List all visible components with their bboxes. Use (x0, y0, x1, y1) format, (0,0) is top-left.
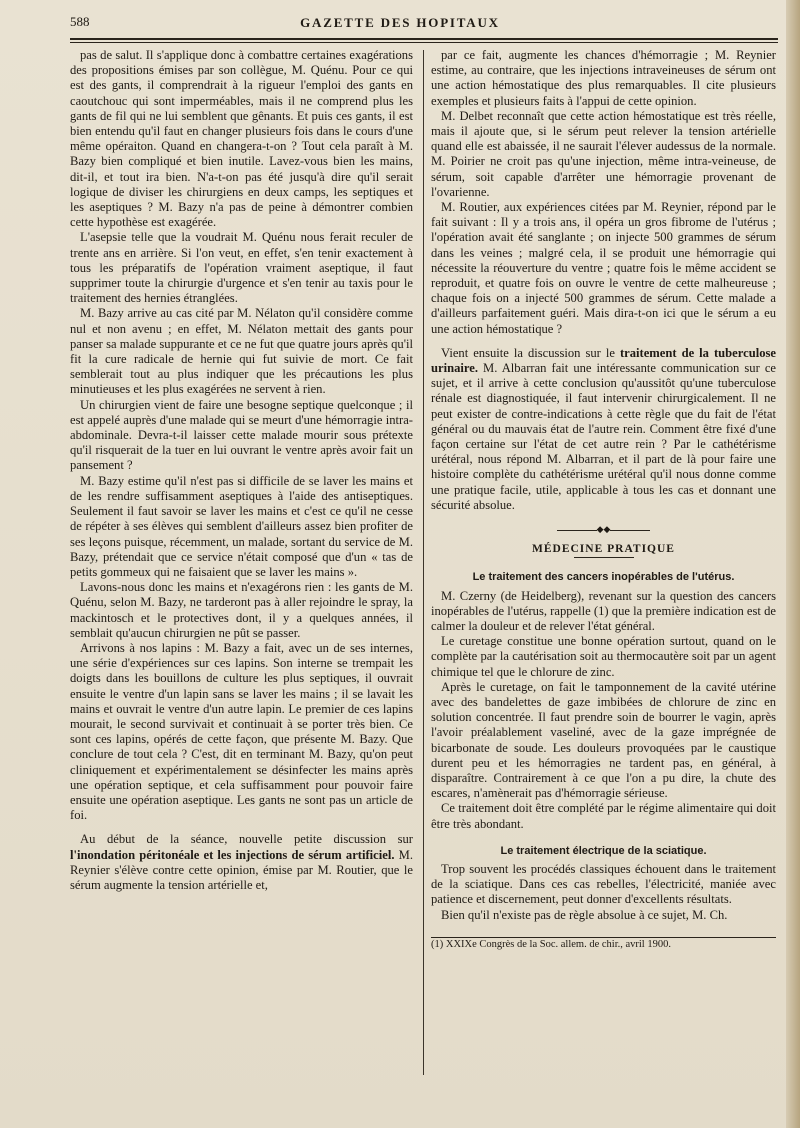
paragraph-text-continued: M. Albarran fait une intéressante communication sur ce sujet, et il arrive à cette conclusion qu'aussitôt qu'une tuberculose rénale est diagnostiquée, il faut intervenir chirurgicalement. Il ne peut exister de contre-indications à cette règle que du fait de l'état général ou du mauvais état de l'autre rein. Comment être fixé d'une façon certaine sur l'état de cet autre rein ? Par le cathétérisme urétéral, nous répond M. Albarran, et il part de là pour faire une histoire complète du cathétérisme urétéral qu'il nous donne comme une pratique facile, utile, applicable à tous les cas et donnant une sécurité absolue. (431, 361, 776, 512)
paragraph (431, 862, 776, 908)
paragraph-text-continued: M. Reynier s'élève contre cette opinion, émise par M. Routier, que le sérum augmente la tension artérielle et, (70, 847, 413, 892)
paragraph (70, 398, 413, 474)
paragraph (431, 908, 776, 923)
paragraph (70, 832, 413, 893)
paragraph (431, 346, 776, 513)
paragraph-text: Bien qu'il n'existe pas de règle absolue à ce sujet, M. Ch. (441, 907, 728, 922)
paragraph-text: Vient ensuite la discussion sur le (441, 345, 620, 360)
paragraph-text: Le curetage constitue une bonne opération surtout, quand on le complète par la cautérisation soit au thermocautère soit par un agent chimique tel que le chlorure de zinc. (431, 634, 776, 679)
paragraph-text: L'asepsie telle que la voudrait M. Quénu nous ferait reculer de trente ans en arrière. Si l'on veut, en effet, s'en tenir exactement à tous les préparatifs de l'opération vraiment aseptique, il faut supprimer toute la chirurgie d'urgence et s'en tenir au taxis pour le traitement des hernies étranglées. (70, 230, 413, 306)
paragraph (431, 634, 776, 680)
article-heading: Le traitement des cancers inopérables de l'utérus. (472, 571, 735, 584)
paragraph (70, 306, 413, 397)
paragraph-text: M. Bazy arrive au cas cité par M. Nélaton qu'il considère comme nul et non avenu ; en effet, M. Nélaton mettait des gants pour panser sa malade suppurante et ce ne fut que quatre jours après qu'il fit la cure radicale de hernie qui fut suivie de mort. Ce fait semblerait tout au plus indiquer que les précautions les plus minutieuses et les plus exagérées ne servent à rien. (70, 306, 413, 397)
paragraph (70, 641, 413, 823)
paragraph-text: M. Delbet reconnaît que cette action hémostatique est très réelle, mais il ajoute que, si le sérum peut relever la tension artérielle quand elle est abaissée, il ne saurait l'élever audessus de la normale. M. Poirier ne croit pas qu'une injection, même intra-veineuse, de sérum, soit capable d'arrêter une hémorragie provenant de l'ovarienne. (431, 108, 776, 199)
paragraph-text: pas de salut. Il s'applique donc à combattre certaines exagérations des propositions émises par son collègue, M. Quénu. Pour ce qui est des gants, il comprendrait à la rigueur l'emploi des gants en caoutchouc qui sont imperméables, mais il ne comprend plus les gants de fil qui ne lui semblent que gênants. Et puis ces gants, il est bien entendu qu'il faut en changer plusieurs fois dans le cours d'une même opéraiton. Quand en changera-t-on ? Tout cela paraît à M. Bazy bien compliqué et bien inutile. Lavez-vous bien les mains, dit-il, et tout ira bien. N'a-t-on pas été jusqu'à dire qu'il serait logique de diviser les chirurgiens en deux camps, les septiques et les aseptiques ? M. Bazy n'a pas de peine à démontrer combien cette hypothèse est exagérée. (70, 48, 413, 230)
bold-topic: traitement de la tuberculose urinaire. (431, 345, 776, 376)
paragraph (431, 801, 776, 831)
right-column-continuation (431, 48, 776, 513)
paragraph (70, 48, 413, 230)
section-ornament: ◆◆ (431, 525, 776, 534)
paragraph (70, 474, 413, 580)
section-rule (574, 557, 634, 558)
paragraph-text: Au début de la séance, nouvelle petite discussion sur (80, 832, 413, 847)
article-body (431, 589, 776, 832)
paragraph-text: Trop souvent les procédés classiques échouent dans le traitement de la sciatique. Dans ces cas rebelles, l'électricité, maniée avec patience et discernement, peut donner d'excellents résultats. (431, 861, 776, 907)
article-heading: Le traitement électrique de la sciatique. (500, 844, 707, 857)
running-title: GAZETTE DES HOPITAUX (300, 15, 500, 30)
bold-topic: l'inondation péritonéale et les injections de sérum artificiel. (70, 847, 395, 862)
footnote: (1) XXIXe Congrès de la Soc. allem. de chir., avril 1900. (431, 938, 671, 950)
header-rule-thin (70, 42, 778, 43)
paragraph-text: par ce fait, augmente les chances d'hémorragie ; M. Reynier estime, au contraire, que les injections intraveineuses de sérum ont une action hémostatique des plus remarquables. Il cite plusieurs exemples et plusieurs faits à l'appui de cette opinion. (431, 48, 776, 108)
paragraph (431, 589, 776, 635)
paragraph-text: Après le curetage, on fait le tamponnement de la cavité utérine avec des bandelettes de gaze imbibées de chlorure de zinc en solution concentrée. Il faut prendre soin de bourrer le vagin, après l'avoir préalablement vaseliné, avec de la gaze imprégnée de bicarbonate de soude. Les douleurs provoquées par le caustique durent peu et les hémorragies ne tardent pas, en général, à disparaître. Contrairement à ce que l'on a pu dire, la chute des escares, n'amènerait pas d'hémorragie sérieuse. (431, 679, 776, 801)
paragraph (431, 48, 776, 109)
left-column (70, 48, 413, 893)
paragraph (431, 109, 776, 200)
page-edge (786, 0, 800, 1128)
paragraph (431, 680, 776, 802)
column-divider (423, 50, 424, 1075)
paragraph-text: Ce traitement doit être complété par le régime alimentaire qui doit être très abondant. (431, 801, 776, 831)
paragraph-text: Lavons-nous donc les mains et n'exagérons rien : les gants de M. Quénu, selon M. Bazy, ne tarderont pas à aller rejoindre le spray, la mackintosch et le protectives dont, il y a quelques années, il semblait qu'aucun chirurgien ne pût se passer. (70, 580, 413, 640)
header-rule (70, 38, 778, 40)
right-column (431, 48, 776, 951)
paragraph (431, 200, 776, 337)
paragraph (70, 580, 413, 641)
paragraph-text: M. Czerny (de Heidelberg), revenant sur la question des cancers inopérables de l'utérus, rappelle (1) que la première indication est de calmer la douleur et de relever l'état général. (431, 588, 776, 633)
paragraph-text: M. Bazy estime qu'il n'est pas si difficile de se laver les mains et de les rendre suffisamment aseptiques à l'aide des antiseptiques. Seulement il faut savoir se laver les mains et c'est ce qu'il ne cesse de répéter à ses élèves qui semblent d'ailleurs assez bien profiter de ses leçons puisque, récemment, un malade, sortant du service de M. Bazy, prétendait que ce service n'était composé que d'un « tas de petits gommeux qui ne faisaient que se laver les mains ». (70, 473, 413, 579)
paragraph-text: M. Routier, aux expériences citées par M. Reynier, répond par le fait suivant : Il y a trois ans, il opéra un gros fibrome de l'utérus ; l'opération avait été sanglante ; on injecte 500 grammes de sérum dans les veines ; malgré cela, il se produit une hémorragie qui nécessite la réouverture du ventre ; quatre fois le même accident se reproduit, et quatre fois on ouvre le ventre de cette malheureuse ; chaque fois on a injecté 500 grammes de sérum. Cette malade a d'ailleurs parfaitement guéri. Mais dira-t-on ici que le sérum a eu une action hémostatique ? (431, 200, 776, 336)
page-number: 588 (70, 14, 90, 29)
paragraph (70, 230, 413, 306)
paragraph-text: Un chirurgien vient de faire une besogne septique quelconque ; il est appelé auprès d'une malade qui se meurt d'une hémorragie intra-abdominale. Devra-t-il laisser cette malade mourir sous prétexte qu'il risquerait de la tuer en lui ouvrant le ventre après avoir fait un pansement ? (70, 397, 413, 473)
paragraph-text: Arrivons à nos lapins : M. Bazy a fait, avec un de ses internes, une série d'expériences sur ces lapins. Son interne se trempait les doigts dans les bouillons de culture les plus septiques, il ouvrait ensuite le ventre d'un lapin sans se laver les mains ; il se lavait les mains et ouvrait le ventre d'un autre lapin. Le premier de ces lapins mourait, le second survivait et continuait à se porter très bien. Ce sont ces lapins, opérés de cette façon, que présente M. Bazy. Que conclure de tout cela ? C'est, dit en terminant M. Bazy, qu'on peut cliniquement et expérimentalement se désinfecter les mains après une opération septique, et cela suffisamment pour pouvoir faire ensuite une opération aseptique. Les gants ne sont pas un article de foi. (70, 640, 413, 823)
section-title: MÉDECINE PRATIQUE (532, 543, 675, 556)
article-body (431, 862, 776, 923)
